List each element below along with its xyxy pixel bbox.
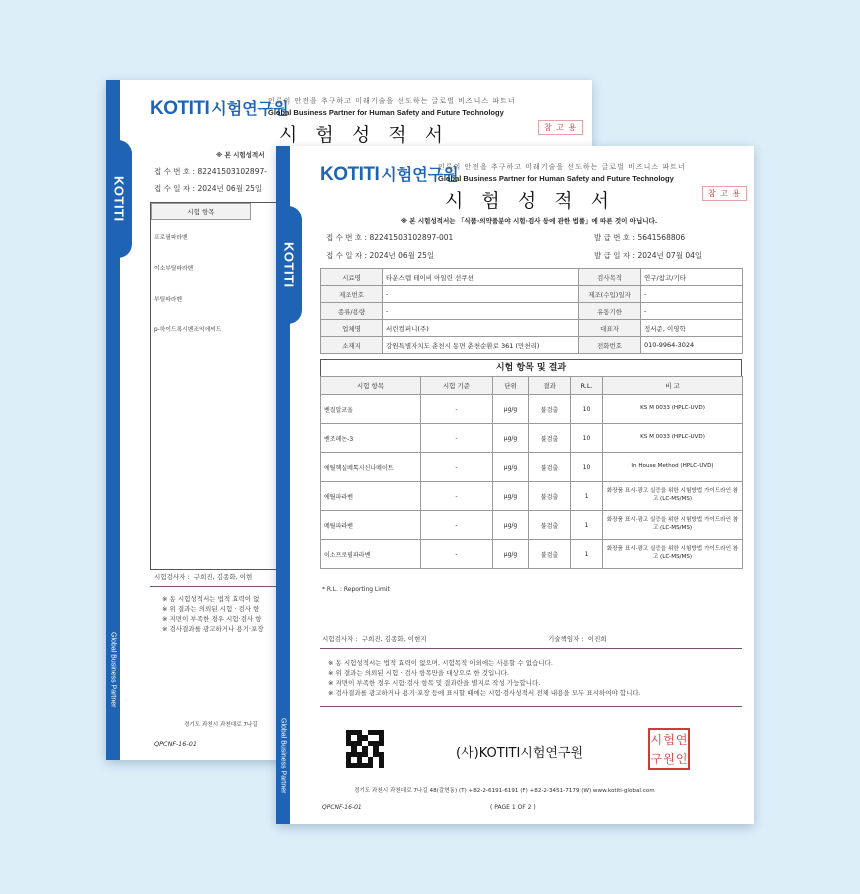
side-logo-tab: KOTITI: [276, 206, 302, 324]
table-row: 시료명 타운스텝 테이비 아일린 선쿠션 검사목적 연구/참고/기타: [321, 269, 743, 286]
side-logo-tab: KOTITI: [106, 140, 132, 258]
results-caption: 시험 항목 및 결과: [320, 359, 742, 376]
kotiti-logo: KOTITI 시험연구원: [150, 98, 289, 119]
col-header: 결과: [529, 377, 571, 395]
front-report-page: [276, 146, 754, 824]
table-row: 업체명 서린컴퍼니(주) 대표자 정서준, 이영학: [321, 320, 743, 337]
page-indicator: ( PAGE 1 OF 2 ): [490, 804, 536, 811]
receipt-number: 접 수 번 호 : 82241503102897-: [154, 167, 267, 176]
notes-block: ※ 동 시험성적서는 법적 효력이 없 ※ 위 결과는 의뢰된 시험 · 검사 항 ※ 지면이 부족한 경우 시험·검사 항 ※ 검사결과를 광고하거나 용기·포장: [162, 595, 264, 633]
col-header: 시험 기준: [421, 377, 493, 395]
divider: [320, 706, 742, 707]
table-row: 에틸파라벤 - μg/g 불검출 1 화장품 표시·광고 실증을 위한 시험방법 가이드라인 참고 (LC-MS/MS): [321, 482, 743, 511]
reporting-limit-note: * R.L. : Reporting Limit: [322, 586, 390, 593]
qr-code: [346, 730, 384, 768]
table-row: 벤조페논-3 - μg/g 불검출 10 KS M 0033 (HPLC-UVD): [321, 424, 743, 453]
table-row: 에틸헥실메톡시신나메이트 - μg/g 불검출 10 In House Method (HPLC-UVD): [321, 453, 743, 482]
receipt-number: 접 수 번 호 : 82241503102897-001: [326, 233, 454, 242]
col-header-item: 시험 항목: [151, 203, 251, 220]
notice-text: ※ 본 시험성적서는 「식품·의약품분야 시험·검사 등에 관한 법률」에 따른 것이 아닙니다.: [400, 217, 658, 225]
table-row: 소재지 강원특별자치도 춘천시 동면 춘천순환로 361 (만천리) 전화번호 010-9964-3024: [321, 337, 743, 354]
official-seal: 시 험 연 구 원 인: [648, 728, 690, 770]
list-item: 이소부틸파라벤: [154, 266, 194, 272]
table-row: 벤질알코올 - μg/g 불검출 10 KS M 0033 (HPLC-UVD): [321, 395, 743, 424]
sample-info-table: [320, 268, 743, 354]
list-item: 부틸파라벤: [154, 297, 182, 303]
col-header: 단위: [493, 377, 529, 395]
page-title: 시 험 성 적 서: [279, 124, 449, 146]
issue-date: 발 급 일 자 : 2024년 07월 04일: [594, 251, 703, 260]
table-row: 이소프로필파라벤 - μg/g 불검출 1 화장품 표시·광고 실증을 위한 시험방법 가이드라인 참고 (LC-MS/MS): [321, 540, 743, 569]
receipt-date: 접 수 일 자 : 2024년 06월 25일: [326, 251, 435, 260]
divider: [320, 648, 742, 649]
form-code: QPCNF-16-01: [322, 804, 362, 811]
col-header: 비 고: [603, 377, 743, 395]
list-item: p-하이드록시벤조익에씨드: [154, 327, 222, 333]
kotiti-logo: KOTITI 시험연구원: [320, 164, 459, 185]
results-table: [320, 376, 743, 569]
testers: 시험검사자 : 구희진, 김종화, 이현: [154, 573, 253, 581]
issue-number: 발 급 번 호 : 5641568806: [594, 233, 686, 242]
reference-stamp: 참 고 용: [538, 120, 583, 135]
technical-manager: 기술책임자 : 이진희: [548, 635, 607, 643]
form-code: QPCNF-16-01: [154, 740, 198, 748]
col-header: R.L.: [571, 377, 603, 395]
col-header: 시험 항목: [321, 377, 421, 395]
testers: 시험검사자 : 구희진, 김종화, 이현지: [322, 635, 427, 643]
organization-name: (사)KOTITI시험연구원: [456, 746, 584, 761]
table-row: 메틸파라벤 - μg/g 불검출 1 화장품 표시·광고 실증을 위한 시험방법 가이드라인 참고 (LC-MS/MS): [321, 511, 743, 540]
table-header-row: [321, 377, 743, 395]
footer-address: 경기도 과천시 과천대로 7나길: [184, 722, 258, 728]
receipt-date: 접 수 일 자 : 2024년 06월 25일: [154, 184, 263, 193]
side-slogan: Global Business Partner: [279, 718, 287, 794]
table-row: 종류/용량 - 유통기한 -: [321, 303, 743, 320]
notice-text: ※ 본 시험성적서: [216, 151, 265, 159]
tagline: 인류의 안전을 추구하고 미래기술을 선도하는 글로벌 비즈니스 파트너 Global Business Partner for Human Safety and Future Technology: [438, 163, 686, 183]
notes-block: ※ 동 시험성적서는 법적 효력이 없으며, 시험목적 이외에는 사용할 수 없습니다. ※ 위 결과는 의뢰된 시험 · 검사 항목만을 대상으로 한 것입니다. ※ 지면이 부족한 경우 시험·검사 항목 및 결과란을 별지로 작성 가능합니다. ※ 검사결과를 광고하거나 용기·포장 등에 표시할 때에는 시험·검사성적서 전체 내용을 모두 표시하여야 합니다.: [328, 659, 641, 697]
footer-address: 경기도 과천시 과천대로 7나길 48(갈현동) (T) +82-2-6191-6191 (F) +82-2-3451-7179 (W) www.kotiti-global.com: [354, 788, 655, 794]
page-title: 시 험 성 적 서: [445, 190, 615, 212]
reference-stamp: 참 고 용: [702, 186, 747, 201]
table-row: 제조번호 - 제조(수입)일자 -: [321, 286, 743, 303]
list-item: 프로필파라벤: [154, 235, 188, 241]
side-slogan: Global Business Partner: [109, 632, 117, 708]
tagline: 인류의 안전을 추구하고 미래기술을 선도하는 글로벌 비즈니스 파트너 Global Business Partner for Human Safety and Future Technology: [268, 97, 516, 117]
